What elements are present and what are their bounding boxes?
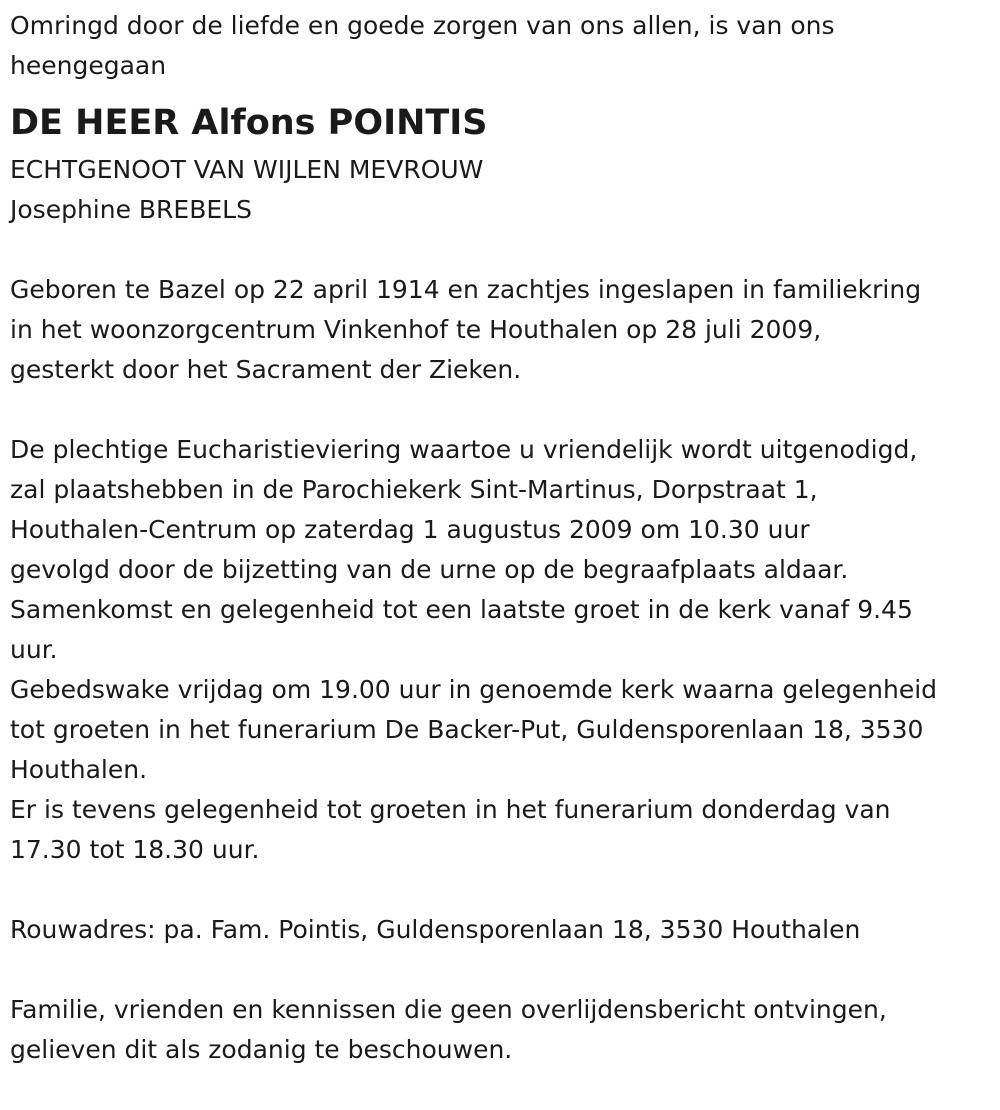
intro-paragraph xyxy=(10,6,995,86)
intro-line: Omringd door de liefde en goede zorgen van ons allen, is van ons xyxy=(10,11,835,40)
spouse-name: Josephine BREBELS xyxy=(10,195,252,224)
ceremony-line: 17.30 tot 18.30 uur. xyxy=(10,835,260,864)
paragraph-gap xyxy=(10,870,995,910)
birth-death-line: in het woonzorgcentrum Vinkenhof te Houthalen op 28 juli 2009, xyxy=(10,315,822,344)
ceremony-paragraph xyxy=(10,430,995,870)
birth-death-line: gesterkt door het Sacrament der Zieken. xyxy=(10,355,522,384)
ceremony-line: uur. xyxy=(10,635,58,664)
ceremony-line: De plechtige Eucharistieviering waartoe u vriendelijk wordt uitgenodigd, xyxy=(10,435,918,464)
ceremony-line: gevolgd door de bijzetting van de urne op de begraafplaats aldaar. xyxy=(10,555,849,584)
death-notice xyxy=(10,6,995,1070)
intro-line: heengegaan xyxy=(10,51,167,80)
birth-death-line: Geboren te Bazel op 22 april 1914 en zachtjes ingeslapen in familiekring xyxy=(10,275,922,304)
ceremony-line: Er is tevens gelegenheid tot groeten in het funerarium donderdag van xyxy=(10,795,891,824)
mourning-address: Rouwadres: pa. Fam. Pointis, Guldensporenlaan 18, 3530 Houthalen xyxy=(10,915,861,944)
spouse-block xyxy=(10,150,995,230)
ceremony-line: Houthalen. xyxy=(10,755,148,784)
birth-death-paragraph xyxy=(10,270,995,390)
ceremony-line: Gebedswake vrijdag om 19.00 uur in genoemde kerk waarna gelegenheid xyxy=(10,675,938,704)
deceased-name: DE HEER Alfons POINTIS xyxy=(10,103,488,143)
closing-paragraph xyxy=(10,990,995,1070)
paragraph-gap xyxy=(10,230,995,270)
paragraph-gap xyxy=(10,950,995,990)
spouse-title: ECHTGENOOT VAN WIJLEN MEVROUW xyxy=(10,155,484,184)
ceremony-line: Houthalen-Centrum op zaterdag 1 augustus 2009 om 10.30 uur xyxy=(10,515,810,544)
closing-line: Familie, vrienden en kennissen die geen overlijdensbericht ontvingen, xyxy=(10,995,887,1024)
closing-line: gelieven dit als zodanig te beschouwen. xyxy=(10,1035,513,1064)
paragraph-gap xyxy=(10,390,995,430)
address-paragraph xyxy=(10,910,995,950)
ceremony-line: Samenkomst en gelegenheid tot een laatste groet in de kerk vanaf 9.45 xyxy=(10,595,913,624)
ceremony-line: zal plaatshebben in de Parochiekerk Sint-Martinus, Dorpstraat 1, xyxy=(10,475,818,504)
ceremony-line: tot groeten in het funerarium De Backer-Put, Guldensporenlaan 18, 3530 xyxy=(10,715,924,744)
